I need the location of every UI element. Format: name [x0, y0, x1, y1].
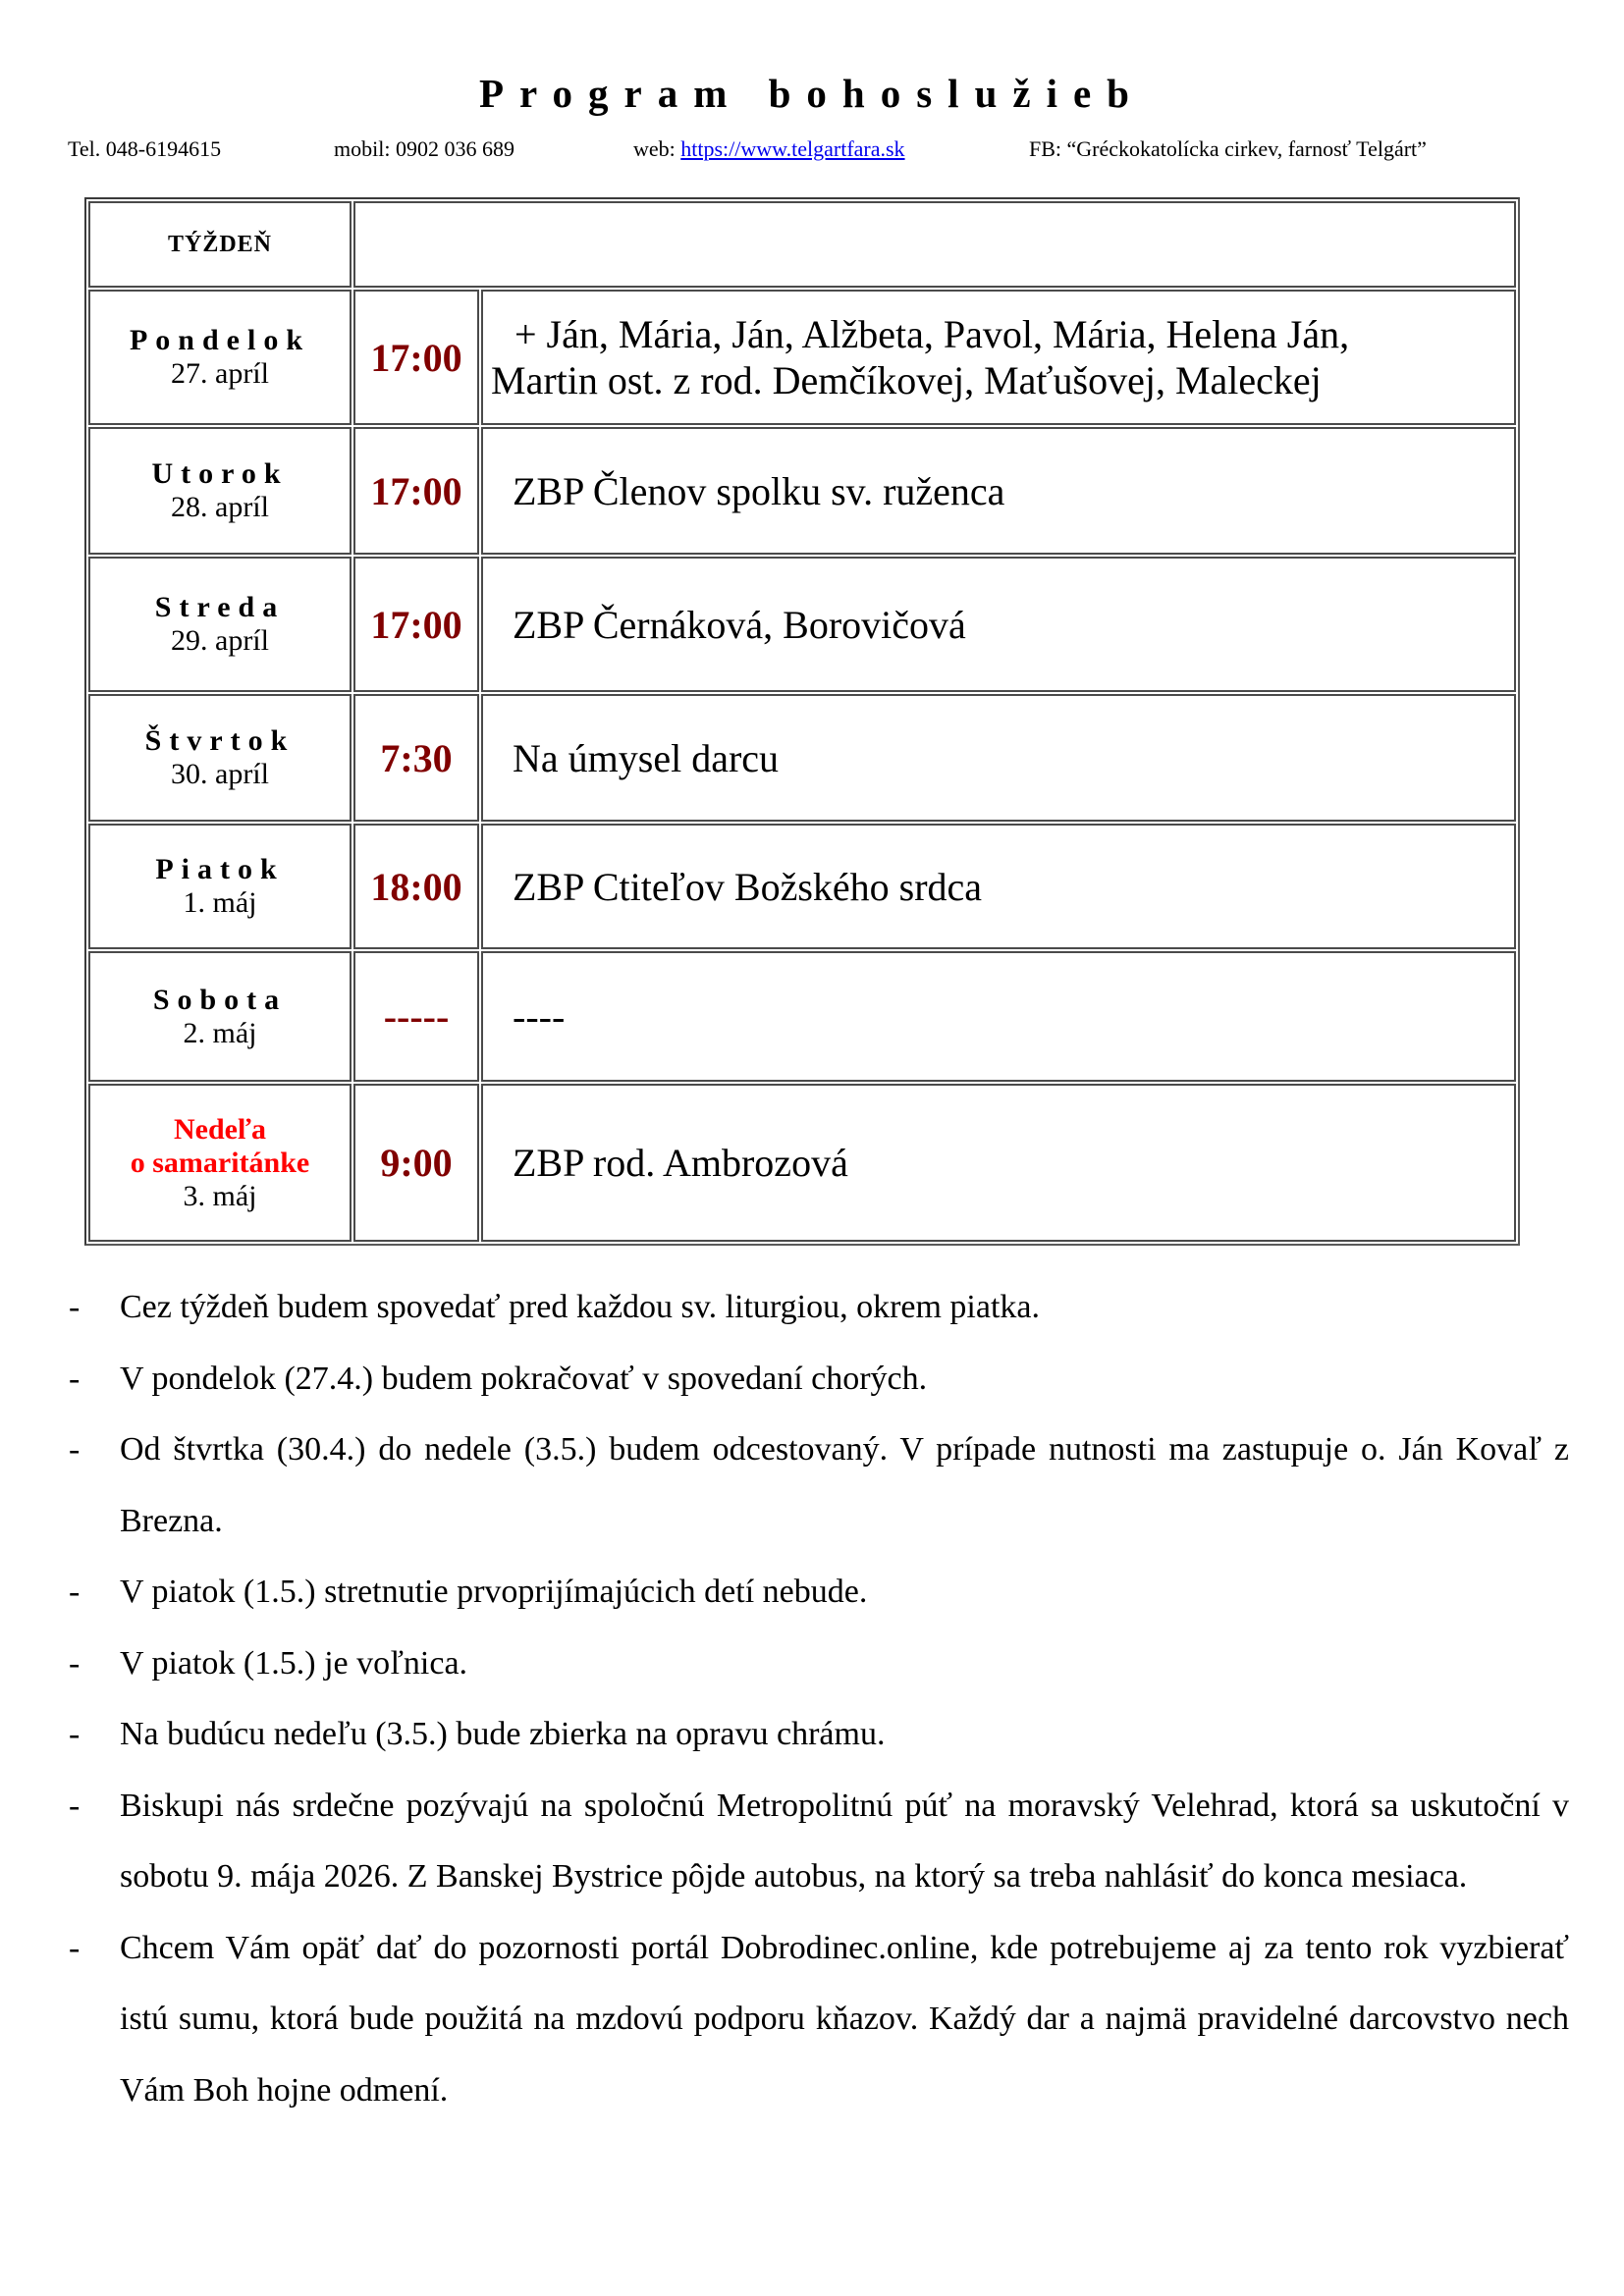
day-name: Streda [154, 591, 286, 623]
announcement-text: Na budúcu nedeľu (3.5.) bude zbierka na opravu chrámu. [120, 1716, 886, 1752]
contact-web [633, 135, 905, 163]
intention-cell: ---- [481, 951, 1516, 1082]
service-time: 17:00 [353, 427, 479, 555]
bullet-dash: - [69, 1716, 81, 1752]
table-row [88, 427, 1516, 555]
contact-phone: Tel. 048-6194615 [68, 136, 222, 161]
table-row [88, 1084, 1516, 1242]
list-item [0, 1629, 1569, 1700]
table-row [88, 824, 1516, 949]
day-name: Sobota [152, 983, 288, 1016]
table-row [88, 951, 1516, 1082]
day-date: 29. apríl [171, 624, 269, 657]
announcement-text: Od štvrtka (30.4.) do nedele (3.5.) budem odcestovaný. V prípade nutnosti ma zastupuje o. Ján Kovaľ z Brezna. [120, 1431, 1569, 1539]
web-label: web: [633, 136, 681, 161]
list-item [0, 1272, 1569, 1344]
day-date: 27. apríl [171, 357, 269, 390]
intention-line: Martin ost. z rod. Demčíkovej, Maťušovej, Maleckej [491, 358, 1322, 402]
day-cell [88, 290, 352, 425]
list-item [0, 1415, 1569, 1557]
service-time: 7:30 [353, 694, 479, 822]
intention-cell: ZBP Černáková, Borovičová [481, 557, 1516, 692]
day-name: Piatok [155, 853, 285, 885]
bullet-dash: - [69, 1644, 81, 1682]
feast-name: o samaritánke [130, 1146, 310, 1179]
day-name: Štvrtok [144, 724, 296, 757]
day-name: Pondelok [129, 324, 311, 356]
intention-cell: ZBP Ctiteľov Božského srdca [481, 824, 1516, 949]
bullet-dash: - [69, 1289, 81, 1325]
service-time: 9:00 [353, 1084, 479, 1242]
list-item [0, 1771, 1569, 1913]
list-item [0, 1557, 1569, 1629]
contact-facebook: FB: “Gréckokatolícka cirkev, farnosť Telgárt” [1029, 136, 1427, 161]
table-row [88, 557, 1516, 692]
intention-cell: ZBP rod. Ambrozová [481, 1084, 1516, 1242]
header-empty-cell [353, 201, 1516, 288]
day-cell [88, 427, 352, 555]
announcement-text: V pondelok (27.4.) budem pokračovať v spovedaní chorých. [120, 1360, 928, 1397]
announcement-text: V piatok (1.5.) je voľnica. [120, 1644, 468, 1682]
intention-cell: ZBP Členov spolku sv. ruženca [481, 427, 1516, 555]
service-time: 18:00 [353, 824, 479, 949]
contact-mobile: mobil: 0902 036 689 [334, 136, 514, 161]
service-time: 17:00 [353, 290, 479, 425]
table-row [88, 694, 1516, 822]
schedule-table [84, 197, 1520, 1246]
day-date: 1. máj [183, 886, 257, 919]
announcement-text: Biskupi nás srdečne pozývajú na spoločnú Metropolitnú púť na moravský Velehrad, ktorá sa uskutoční v sobotu 9. mája 2026. Z Banskej Bystrice pôjde autobus, na ktorý sa treba nahlásiť do konca mesiaca. [120, 1787, 1569, 1895]
announcement-text: V piatok (1.5.) stretnutie prvoprijímajúcich detí nebude. [120, 1574, 868, 1610]
day-name-sunday: Nedeľa [173, 1112, 267, 1146]
announcement-text: Cez týždeň budem spovedať pred každou sv. liturgiou, okrem piatka. [120, 1289, 1041, 1325]
list-item [0, 1913, 1569, 2127]
day-cell [88, 557, 352, 692]
day-cell [88, 1084, 352, 1242]
day-cell [88, 951, 352, 1082]
service-time: ----- [353, 951, 479, 1082]
bullet-dash: - [69, 1431, 81, 1468]
service-time: 17:00 [353, 557, 479, 692]
bullet-dash: - [69, 1574, 81, 1610]
intention-cell: Na úmysel darcu [481, 694, 1516, 822]
day-date: 28. apríl [171, 491, 269, 523]
page-title: Program bohoslužieb [479, 71, 1145, 116]
day-name: Utorok [151, 457, 289, 490]
bullet-dash: - [69, 1787, 81, 1824]
day-date: 30. apríl [171, 758, 269, 790]
bullet-dash: - [69, 1360, 81, 1397]
table-row [88, 290, 1516, 425]
day-cell [88, 824, 352, 949]
announcement-text: Chcem Vám opäť dať do pozornosti portál Dobrodinec.online, kde potrebujeme aj za tento rok vyzbierať istú sumu, ktorá bude použitá na mzdovú podporu kňazov. Každý dar a najmä pravidelné darcovstvo nech Vám Boh hojne odmení. [120, 1929, 1569, 2109]
website-link[interactable]: https://www.telgartfara.sk [680, 136, 905, 161]
intention-cell [481, 290, 1516, 425]
bullet-dash: - [69, 1929, 81, 1966]
table-header-row [88, 201, 1516, 288]
day-date: 3. máj [183, 1179, 257, 1212]
list-item [0, 1699, 1569, 1771]
list-item [0, 1344, 1569, 1415]
day-cell [88, 694, 352, 822]
announcements-list [0, 1272, 1624, 2126]
intention-line: + Ján, Mária, Ján, Alžbeta, Pavol, Mária, Helena Ján, [514, 312, 1350, 356]
week-header: TÝŽDEŇ [88, 201, 352, 288]
day-date: 2. máj [183, 1016, 257, 1049]
